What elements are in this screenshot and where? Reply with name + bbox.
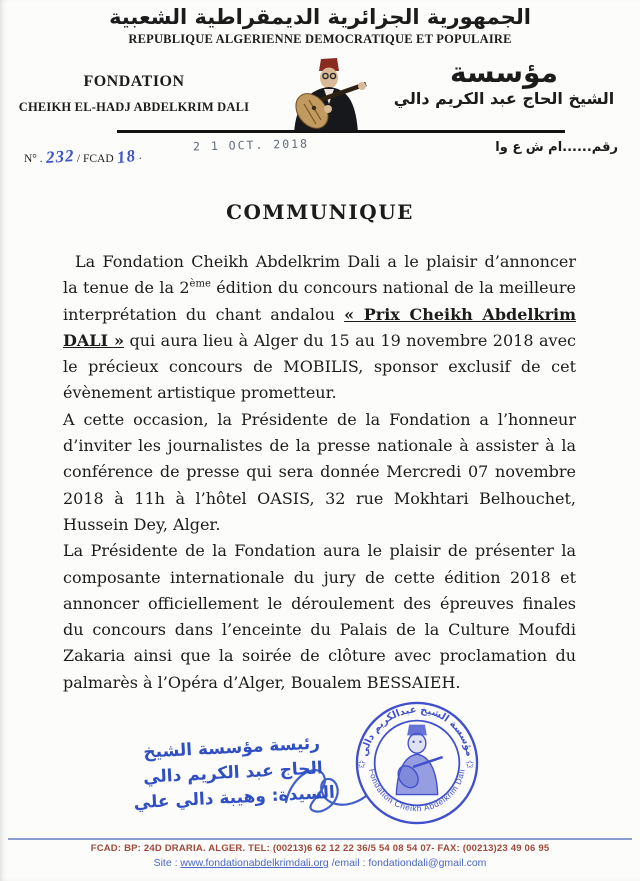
- paragraph-1-text: La Fondation Cheikh Abdelkrim Dali a le plaisir d’annoncer la tenue de la 2: [63, 252, 576, 298]
- ref-middle: / FCAD: [76, 153, 114, 165]
- signature-line-1: رئيسة مؤسسة الشيخ: [142, 733, 321, 763]
- arabic-foundation-title: مؤسسة: [450, 56, 558, 89]
- footer-divider: [8, 838, 632, 840]
- arabic-ref-number: رقم......ام ش ع وا: [495, 140, 618, 155]
- paragraph-1-text: édition du concours national de la meilleure interprétation du chant andalou: [63, 278, 576, 324]
- arabic-foundation-subtitle: الشيخ الحاج عبد الكريم دالي: [393, 89, 615, 108]
- fondation-subtitle: CHEIKH EL-HADJ ABDELKRIM DALI: [18, 100, 250, 114]
- signature-line-3: السيدة: وهيبة دالي علي: [133, 782, 336, 814]
- stamp-star-right-icon: ✩: [465, 757, 475, 771]
- communique-body: [63, 249, 576, 696]
- republic-line: REPUBLIQUE ALGERIENNE DEMOCRATIQUE ET POPULAIRE: [128, 32, 512, 46]
- stamp-arabic-arc-text: مؤسسة الشيخ عبدالكريم دالي: [359, 704, 475, 758]
- arabic-foundation-block: [384, 58, 624, 108]
- ref-year-handwritten: 18: [115, 145, 137, 168]
- fondation-title: FONDATION: [83, 73, 185, 90]
- fondation-block: [12, 73, 256, 115]
- reference-number-line: [24, 147, 142, 167]
- website-url: www.fondationabdelkrimdali.org: [180, 857, 329, 869]
- paragraph-3: La Présidente de la Fondation aura le plaisir de présenter la composante internationale du jury de cette édition 2018 et annoncer officiellement le déroulement des épreuves finales du concours dans l’enceinte du Palais de la Culture Moufdi Zakaria ainsi que la soirée de clôture avec proclamation du palmarès à l’Opéra d’Alger, Boualem BESSAIEH.: [63, 541, 576, 692]
- page-title: COMMUNIQUE: [226, 200, 414, 224]
- site-label: Site :: [153, 857, 181, 869]
- foundation-round-stamp: [352, 698, 482, 828]
- stamp-star-left-icon: ✩: [356, 757, 367, 771]
- stamp-latin-arc-text: Fondation Cheikh Abdelkrim Dali: [367, 768, 467, 814]
- footer-contact-line: [0, 857, 640, 869]
- ref-prefix: N° .: [24, 153, 43, 165]
- ordinal-superscript: ème: [189, 278, 211, 290]
- header-divider: [117, 130, 565, 133]
- cheikh-oud-portrait-photo: [254, 56, 388, 133]
- prize-name-bold: « Prix Cheikh Abdelkrim DALI »: [63, 304, 577, 350]
- arabic-republic-title: الجمهورية الجزائرية الديمقراطية الشعبية: [109, 5, 531, 29]
- date-stamp: 2 1 OCT. 2018: [192, 136, 310, 154]
- stamp-portrait-icon: [394, 725, 443, 795]
- paragraph-2: A cette occasion, la Présidente de la Fondation a l’honneur d’inviter les journalistes de la presse nationale à assister à la conférence de presse qui sera donnée Mercredi 07 novembre 2018 à 11h à l’hôtel OASIS, 32 rue Mokhtari Belhouchet, Hussein Dey, Alger.: [63, 409, 576, 534]
- ref-trailing-dot: ·: [138, 153, 143, 165]
- email-label: /email :: [328, 857, 369, 869]
- footer-address-line: FCAD: BP: 24D DRARIA. ALGER. TEL: (00213)6 62 12 22 36/5 54 08 54 07- FAX: (00213)23 49 06 95: [90, 843, 550, 854]
- signature-line-2: الحاج عبد الكريم دالي: [142, 758, 324, 788]
- paragraph-1-text: qui aura lieu à Alger du 15 au 19 novembre 2018 avec le précieux concours de MOBILIS, sponsor exclusif de cet évènement artistique prometteur.: [63, 330, 576, 403]
- paragraph-1: [63, 249, 576, 407]
- ref-number-handwritten: 232: [44, 146, 75, 167]
- email-address: fondationdali@gmail.com: [368, 857, 487, 869]
